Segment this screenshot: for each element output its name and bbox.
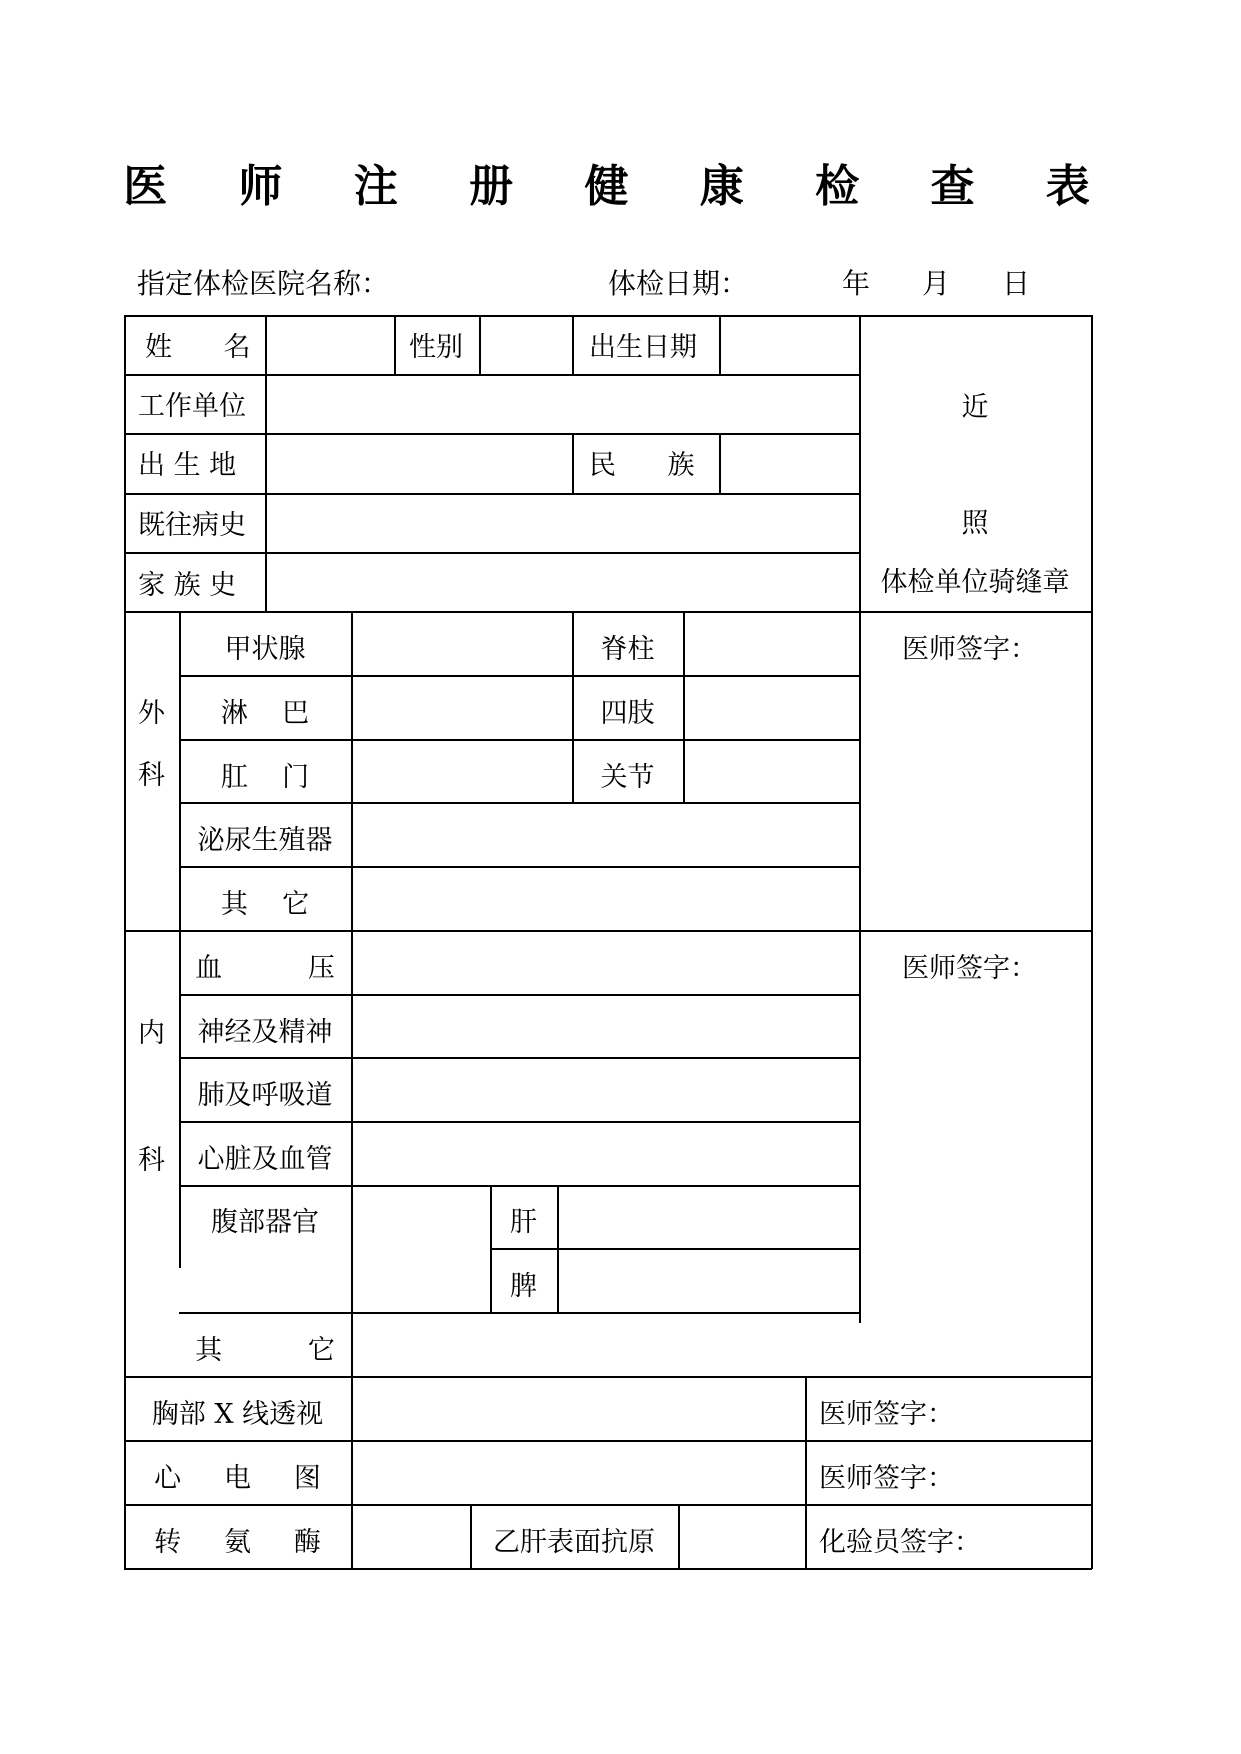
neuro-label: 神经及精神 — [197, 1017, 333, 1048]
photo-seal-label: 体检单位骑缝章 — [880, 567, 1070, 598]
gender-label: 性别 — [409, 332, 463, 363]
lymph-label: 淋 巴 — [220, 698, 310, 729]
hbsag-label: 乙肝表面抗原 — [493, 1527, 655, 1558]
surgery-other-label: 其 它 — [220, 889, 310, 920]
surgery-doctor-sign-label: 医师签字： — [902, 634, 1037, 665]
photo-label-1: 近 — [961, 392, 989, 423]
blood-pressure-label: 血 压 — [195, 953, 335, 984]
urogenital-label: 泌尿生殖器 — [197, 825, 333, 856]
limbs-label: 四肢 — [600, 698, 655, 729]
ecg-sign-label: 医师签字： — [819, 1463, 954, 1494]
ecg-label: 心 电 图 — [154, 1463, 321, 1494]
internal-dept-label-1: 内 — [138, 1018, 165, 1049]
xray-label: 胸部 X 线透视 — [151, 1399, 324, 1430]
page-title: 医 师 注 册 健 康 检 查 表 — [123, 161, 1118, 212]
birth-date-label: 出生日期 — [589, 332, 697, 363]
work-unit-label: 工作单位 — [138, 391, 246, 422]
xray-sign-label: 医师签字： — [819, 1399, 954, 1430]
spleen-label: 脾 — [510, 1271, 537, 1302]
month-label: 月 — [922, 267, 951, 300]
thyroid-label: 甲状腺 — [224, 634, 306, 665]
spine-label: 脊柱 — [600, 634, 655, 665]
heart-label: 心脏及血管 — [197, 1144, 333, 1175]
birthplace-label: 出 生 地 — [138, 450, 237, 481]
lab-sign-label: 化验员签字： — [819, 1527, 981, 1558]
photo-label-2: 照 — [961, 508, 989, 539]
internal-doctor-sign-label: 医师签字： — [902, 953, 1037, 984]
exam-date-label: 体检日期： — [608, 267, 749, 300]
alt-label: 转 氨 酶 — [154, 1527, 321, 1558]
liver-label: 肝 — [510, 1207, 537, 1238]
internal-dept-label-2: 科 — [138, 1145, 165, 1176]
abdomen-label: 腹部器官 — [211, 1207, 319, 1238]
ethnicity-label: 民 族 — [589, 450, 695, 481]
surgery-dept-label-2: 科 — [138, 760, 165, 791]
family-history-label: 家 族 史 — [138, 570, 237, 601]
day-label: 日 — [1002, 267, 1031, 300]
joints-label: 关节 — [600, 762, 655, 793]
anus-label: 肛 门 — [220, 762, 310, 793]
lung-label: 肺及呼吸道 — [197, 1080, 333, 1111]
name-label: 姓 名 — [145, 332, 251, 363]
medical-history-label: 既往病史 — [138, 510, 246, 541]
hospital-name-label: 指定体检医院名称： — [137, 267, 390, 300]
year-label: 年 — [842, 267, 871, 300]
internal-other-label: 其 它 — [195, 1335, 335, 1366]
surgery-dept-label-1: 外 — [138, 698, 165, 729]
